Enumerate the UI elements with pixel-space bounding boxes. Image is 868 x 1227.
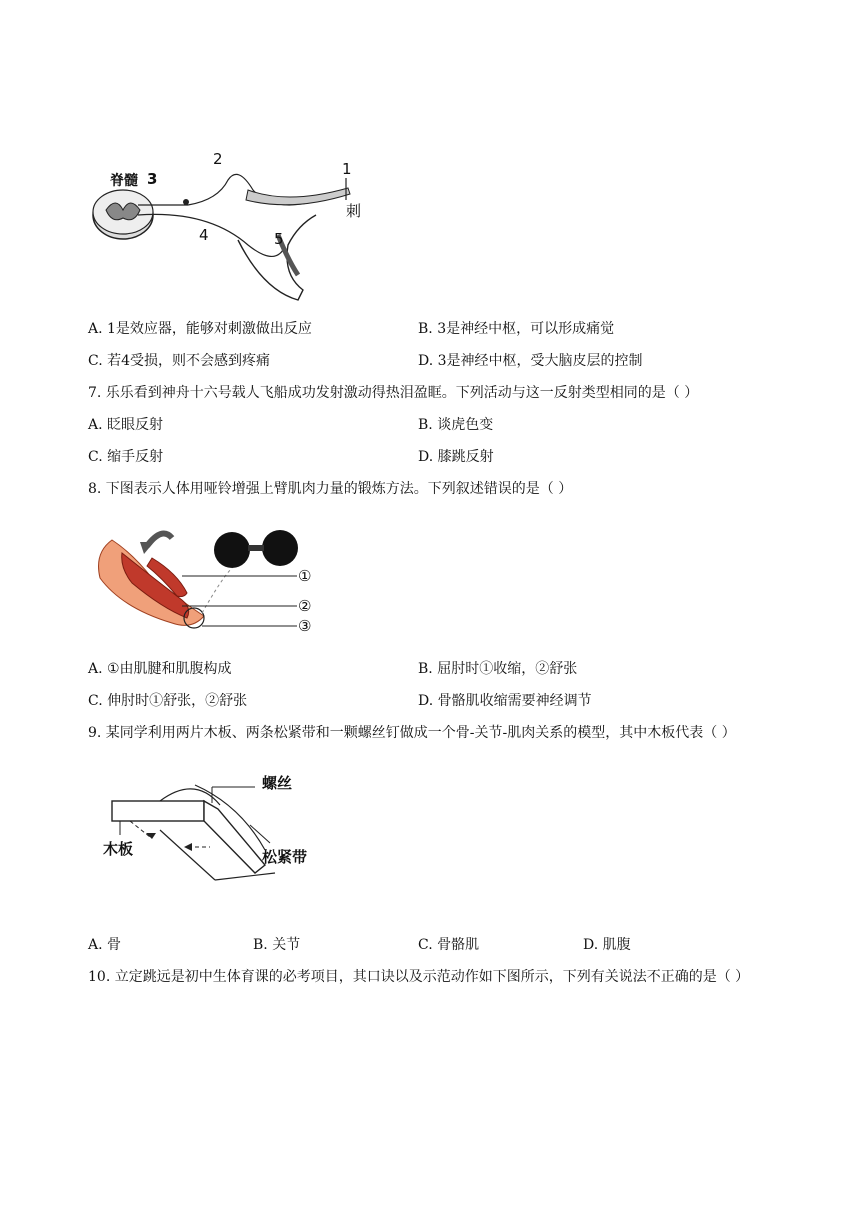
q6-option-a: A. 1是效应器，能够对刺激做出反应: [88, 321, 312, 337]
q8-option-d: D. 骨骼肌收缩需要神经调节: [418, 693, 592, 709]
q8-option-a: A. ①由肌腱和肌腹构成: [88, 661, 232, 677]
fig1-label-5: 5: [274, 230, 284, 248]
q9-stem: 9. 某同学利用两片木板、两条松紧带和一颗螺丝钉做成一个骨-关节-肌肉关系的模型，其中木板代表（ ）: [88, 725, 736, 741]
fig9-label-band: 松紧带: [262, 848, 308, 866]
fig8-label-3: ③: [298, 617, 312, 635]
fig9-label-screw: 螺丝: [262, 774, 293, 792]
fig1-label-3: 3: [147, 170, 158, 188]
fig1-label-4: 4: [199, 226, 209, 244]
q7-option-d: D. 膝跳反射: [418, 449, 494, 465]
q10-stem: 10. 立定跳远是初中生体育课的必考项目，其口诀以及示范动作如下图所示，下列有关说法不正确的是（ ）: [88, 969, 750, 985]
fig1-label-1: 1: [342, 160, 352, 178]
fig1-label-spine: 脊髓: [110, 173, 138, 189]
q8-stem: 8. 下图表示人体用哑铃增强上臂肌肉力量的锻炼方法。下列叙述错误的是（ ）: [88, 481, 573, 497]
q9-option-d: D. 肌腹: [583, 937, 631, 953]
q6-option-d: D. 3是神经中枢，受大脑皮层的控制: [418, 353, 643, 369]
fig1-label-2: 2: [213, 150, 223, 168]
q9-option-a: A. 骨: [88, 937, 122, 953]
q8-option-b: B. 屈肘时①收缩，②舒张: [418, 661, 578, 677]
fig8-label-2: ②: [298, 597, 312, 615]
q7-option-c: C. 缩手反射: [88, 449, 164, 465]
q8-option-c: C. 伸肘时①舒张，②舒张: [88, 693, 248, 709]
q6-option-c: C. 若4受损，则不会感到疼痛: [88, 353, 271, 369]
joint-model-figure: [100, 775, 330, 885]
q7-option-b: B. 谈虎色变: [418, 417, 494, 433]
arm-muscle-figure: [92, 518, 322, 643]
q6-option-b: B. 3是神经中枢，可以形成痛觉: [418, 321, 615, 337]
fig1-label-stimulus: 刺: [346, 202, 362, 220]
q7-option-a: A. 眨眼反射: [88, 417, 164, 433]
q7-stem: 7. 乐乐看到神舟十六号载人飞船成功发射激动得热泪盈眶。下列活动与这一反射类型相同的是（ ）: [88, 385, 699, 401]
fig9-label-board: 木板: [103, 840, 134, 858]
q9-option-c: C. 骨骼肌: [418, 937, 480, 953]
fig8-label-1: ①: [298, 567, 312, 585]
q9-option-b: B. 关节: [253, 937, 301, 953]
